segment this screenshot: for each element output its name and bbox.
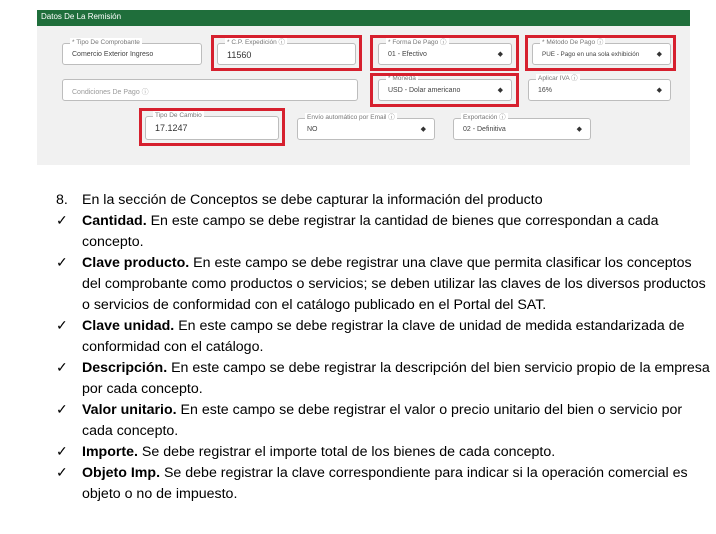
- aplicar-iva-value: 16%: [538, 87, 553, 94]
- instruction-items: [56, 211, 711, 505]
- item-text: Se debe registrar la clave correspondiente para indicar si la operación comercial es objeto o no de impuesto.: [82, 465, 688, 502]
- exportacion-value: 02 - Definitiva: [463, 126, 506, 133]
- aplicar-iva-label: Aplicar IVA ⓘ: [538, 75, 578, 82]
- item-term: Objeto Imp.: [82, 465, 161, 481]
- check-icon: ✓: [56, 402, 68, 418]
- select-caret-icon: ◆: [420, 126, 426, 133]
- metodo-pago-label: * Método De Pago ⓘ: [542, 39, 604, 46]
- check-icon: ✓: [56, 213, 68, 229]
- tipo-cambio-value: 17.1247: [155, 123, 188, 133]
- panel-header: [37, 10, 690, 26]
- condiciones-pago-placeholder: Condiciones De Pago ⓘ: [72, 89, 149, 96]
- item-text: En este campo se debe registrar una clave que permita clasificar los conceptos del comprobante como productos o servicios; se deben utilizar las claves de los diversos productos o servicios de conformidad con el catálogo publicado en el Portal del SAT.: [82, 255, 706, 313]
- moneda-label: * Moneda: [388, 75, 416, 82]
- tipo-comprobante-field[interactable]: [62, 39, 202, 65]
- check-icon: ✓: [56, 318, 68, 334]
- envio-email-select[interactable]: [297, 114, 435, 140]
- exportacion-label: Exportación ⓘ: [463, 114, 506, 121]
- check-icon: ✓: [56, 360, 68, 376]
- list-item: [56, 211, 711, 253]
- select-caret-icon: ◆: [576, 126, 582, 133]
- check-icon: ✓: [56, 465, 68, 481]
- aplicar-iva-select[interactable]: [528, 75, 671, 101]
- item-text: En este campo se debe registrar la descripción del bien servicio propio de la empresa por cada concepto.: [82, 360, 710, 397]
- envio-email-label: Envío automático por Email ⓘ: [307, 114, 395, 121]
- forma-pago-label: * Forma De Pago ⓘ: [388, 39, 447, 46]
- highlight-cp-expedicion: [211, 35, 362, 71]
- select-caret-icon: ◆: [497, 51, 503, 58]
- item-term: Importe.: [82, 444, 138, 460]
- item-term: Valor unitario.: [82, 402, 177, 418]
- item-term: Cantidad.: [82, 213, 147, 229]
- list-item: [56, 253, 711, 316]
- tipo-comprobante-value: Comercio Exterior Ingreso: [72, 51, 154, 58]
- exportacion-select[interactable]: [453, 114, 591, 140]
- select-caret-icon: ◆: [656, 87, 662, 94]
- item-text: En este campo se debe registrar la clave de unidad de medida estandarizada de conformidad con el catálogo.: [82, 318, 685, 355]
- select-caret-icon: ◆: [656, 51, 662, 58]
- tipo-comprobante-label: * Tipo De Comprobante: [72, 39, 140, 46]
- datos-remision-panel: [37, 10, 690, 165]
- highlight-forma-pago: [370, 35, 519, 71]
- heading-text: En la sección de Conceptos se debe capturar la información del producto: [82, 192, 543, 208]
- panel-title: Datos De La Remisión: [41, 12, 122, 21]
- check-icon: ✓: [56, 255, 68, 271]
- metodo-pago-value: PUE - Pago en una sola exhibición: [542, 51, 640, 58]
- item-text: Se debe registrar el importe total de los bienes de cada concepto.: [137, 444, 556, 460]
- select-caret-icon: ◆: [497, 87, 503, 94]
- list-item: [56, 358, 711, 400]
- item-term: Clave unidad.: [82, 318, 175, 334]
- instructions-list: [56, 190, 711, 505]
- list-item: [56, 316, 711, 358]
- item-term: Descripción.: [82, 360, 168, 376]
- highlight-tipo-cambio: [139, 108, 285, 146]
- tipo-cambio-label: Tipo De Cambio: [155, 112, 202, 119]
- list-item: [56, 400, 711, 442]
- envio-email-value: NO: [307, 126, 318, 133]
- item-text: En este campo se debe registrar el valor o precio unitario del bien o servicio por cada concepto.: [82, 402, 683, 439]
- forma-pago-value: 01 - Efectivo: [388, 51, 427, 58]
- condiciones-pago-input[interactable]: [62, 79, 358, 101]
- item-term: Clave producto.: [82, 255, 190, 271]
- list-item: [56, 463, 711, 505]
- list-item: [56, 442, 711, 463]
- item-text: En este campo se debe registrar la cantidad de bienes que correspondan a cada concepto.: [82, 213, 659, 250]
- highlight-metodo-pago: [525, 35, 676, 71]
- check-icon: ✓: [56, 444, 68, 460]
- heading-number: 8.: [56, 192, 68, 208]
- cp-expedicion-value: 11560: [227, 50, 252, 60]
- highlight-moneda: [370, 73, 519, 107]
- cp-expedicion-label: * C.P. Expedición ⓘ: [227, 39, 286, 46]
- moneda-value: USD - Dolar americano: [388, 87, 461, 94]
- instructions-heading: [56, 190, 711, 211]
